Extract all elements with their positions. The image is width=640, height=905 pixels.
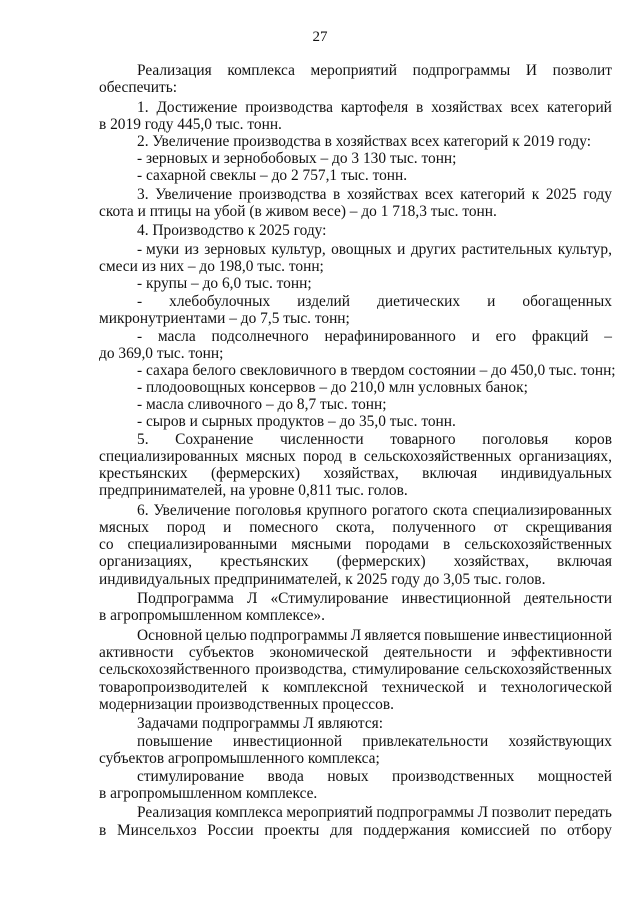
word: инвестиционной [401,590,511,607]
word: сельскохозяйственных [363,448,512,465]
word: производства [238,186,327,203]
word: коров [574,431,612,448]
word: и [397,241,406,258]
word: скота [432,502,468,519]
word: мясных [245,448,296,465]
text-line: смеси из них – до 198,0 тыс. тонн; [99,258,324,275]
text-line [99,553,612,571]
word: производственных [392,768,515,785]
text-line [137,99,612,117]
text-line: - масла сливочного – до 8,7 тыс. тонн; [137,396,387,413]
word: Увеличение [153,502,231,519]
word: - муки [137,241,180,258]
word: хлебобулочных [169,293,271,310]
word: и [487,644,496,661]
word: специализированными [127,536,278,553]
word: специализированных [472,502,612,519]
word: технологической [500,679,612,696]
word: Л [246,590,258,607]
word: Сохранение [175,431,254,448]
word: организациях, [99,553,193,570]
text-line: 4. Производство к 2025 году: [137,222,327,239]
text-line [137,768,612,786]
word: сельскохозяйственного [99,661,250,678]
word: - [137,293,143,310]
word: нерафинированного [324,328,456,345]
word: поддержания [363,822,450,839]
word: и [223,519,232,536]
word: эффективности [511,644,612,661]
word: масла [157,328,196,345]
word: деятельности [383,644,473,661]
word: полученного [392,519,476,536]
word: деятельности [523,590,612,607]
word: позволит [552,62,612,79]
word: обогащенных [522,293,612,310]
word: повышение [424,627,500,644]
word: культур, [557,241,612,258]
word: товарного [390,431,456,448]
text-line: - зерновых и зернобобовых – до 3 130 тыс. тонн; [137,150,457,167]
word: новых [327,768,369,785]
word: в [99,822,107,839]
text-line [137,733,612,751]
word: отбору [567,822,612,839]
word: поголовья [482,431,549,448]
word: России [207,822,254,839]
word: хозяйствующих [508,733,612,750]
text-line: обеспечить: [99,79,178,96]
word: в [333,186,341,203]
word: производства [245,99,333,116]
word: (фермерских) [211,465,301,482]
word: Реализация [137,62,212,79]
text-line: - крупы – до 6,0 тыс. тонн; [137,275,312,292]
text-line: в агропромышленном комплексе. [99,785,318,802]
word: экономической [269,644,369,661]
word: изделий [297,293,351,310]
page-number: 27 [312,29,328,45]
word: комплекса [227,62,295,79]
text-line [99,465,612,483]
word: к [261,679,269,696]
text-line: предпринимателей, на уровне 0,811 тыс. голов. [99,482,408,499]
word: в [349,448,357,465]
text-line: - сыров и сырных продуктов – до 35,0 тыс. тонн. [137,413,456,430]
word: других [410,241,457,258]
word: категорий [460,186,526,203]
word: и [478,679,487,696]
word: со [99,536,114,553]
text-line [137,502,612,520]
text-line: в 2019 году 445,0 тыс. тонн. [99,116,282,133]
text-line: субъектов агропромышленного комплекса; [99,750,380,767]
text-line [99,679,612,697]
word: позволит [491,804,551,821]
word: мясными [291,536,352,553]
text-line: индивидуальных предпринимателей, к 2025 году до 3,05 тыс. голов. [99,571,546,588]
word: специализированных [99,448,239,465]
text-line [99,661,612,679]
text-line [137,431,612,449]
word: Л [477,804,489,821]
text-line: до 369,0 тыс. тонн; [99,345,224,362]
word: – [604,328,612,345]
text-line [137,241,612,259]
word: в [442,536,451,553]
word: 5. [137,431,149,448]
word: - [137,328,143,345]
word: картофеля [340,99,409,116]
word: его [495,328,517,345]
word: крупного [306,502,367,519]
word: 1. [137,99,149,116]
text-line [137,804,612,822]
word: производства, [255,661,347,678]
word: фракций [531,328,589,345]
text-line [99,536,612,554]
text-line: - плодоовощных консервов – до 210,0 млн условных банок; [137,379,528,396]
text-line: 2. Увеличение производства в хозяйствах всех категорий к 2019 году: [137,133,591,150]
word: подпрограммы [249,627,348,644]
word: «Стимулирование [270,590,389,607]
word: комплексной [283,679,368,696]
word: Минсельхоз [116,822,197,839]
word: Основной [137,627,203,644]
text-line: - сахарной свеклы – до 2 757,1 тыс. тонн. [137,167,408,184]
word: растительных [461,241,553,258]
word: стимулирование [137,768,245,785]
word: крестьянских [220,553,309,570]
word: хозяйствах [431,99,503,116]
word: технической [382,679,465,696]
text-line: Задачами подпрограммы Л являются: [137,715,384,732]
word: субъектов [188,644,255,661]
word: подпрограммы [412,62,511,79]
word: мясных [99,519,149,536]
text-line [137,62,612,80]
word: овощных [331,241,392,258]
word: организациях, [518,448,612,465]
word: повышение [137,733,213,750]
word: является [364,627,421,644]
word: всех [424,186,454,203]
word: скрещивания [525,519,612,536]
word: году [583,186,612,203]
word: Увеличение [155,186,233,203]
word: диетических [377,293,461,310]
word: Л [350,627,362,644]
word: скота, [335,519,375,536]
word: поголовья [235,502,302,519]
word: и [471,328,480,345]
word: подсолнечного [211,328,309,345]
word: включая [556,553,612,570]
word: 3. [137,186,149,203]
word: хозяйствах, [453,553,529,570]
word: И [525,62,537,79]
word: из [184,241,199,258]
text-line [137,627,612,645]
word: культур, [271,241,326,258]
word: крестьянских [99,465,188,482]
word: включая [422,465,478,482]
word: активности [99,644,174,661]
word: (фермерских) [336,553,426,570]
word: рогатого [371,502,428,519]
text-line [99,519,612,537]
word: мероприятий [286,804,373,821]
word: породами [365,536,429,553]
word: мощностей [537,768,612,785]
word: передать [554,804,612,821]
word: инвестиционной [502,627,612,644]
word: от [493,519,508,536]
word: 2025 [545,186,577,203]
word: сельскохозяйственных [464,536,612,553]
word: в [416,99,424,116]
word: категорий [546,99,612,116]
text-line [99,448,612,466]
text-line: модернизации производственных процессов. [99,696,394,713]
word: для [330,822,353,839]
word: Достижение [156,99,238,116]
word: комиссией [460,822,530,839]
word: ввода [267,768,304,785]
word: Подпрограмма [137,590,234,607]
word: всех [510,99,539,116]
word: комплекса [215,804,283,821]
word: мероприятий [310,62,397,79]
word: пород [303,448,342,465]
word: к [531,186,540,203]
word: сельскохозяйственных [464,661,612,678]
word: пород [166,519,206,536]
text-line: скота и птицы на убой (в живом весе) – до 1 718,3 тыс. тонн. [99,203,497,220]
text-line [137,590,612,608]
text-line [137,293,612,311]
word: Реализация [137,804,212,821]
word: индивидуальных [500,465,612,482]
word: стимулирование [351,661,460,678]
word: проекты [264,822,320,839]
word: хозяйствах, [323,465,399,482]
text-line [99,822,612,840]
word: хозяйствах [346,186,419,203]
text-line [137,328,612,346]
text-line [99,644,612,662]
word: помесного [249,519,319,536]
word: зерновых [204,241,267,258]
word: инвестиционной [232,733,343,750]
text-line: микронутриентами – до 7,5 тыс. тонн; [99,310,350,327]
word: 6. [137,502,149,519]
word: целью [205,627,247,644]
text-line: в агропромышленном комплексе». [99,607,325,624]
word: по [540,822,557,839]
word: привлекательности [362,733,489,750]
text-line: - сахара белого свекловичного в твердом состоянии – до 450,0 тыс. тонн; [137,362,616,379]
text-line [137,186,612,204]
word: численности [279,431,364,448]
word: подпрограммы [376,804,475,821]
word: товаропроизводителей [99,679,248,696]
word: и [487,293,496,310]
